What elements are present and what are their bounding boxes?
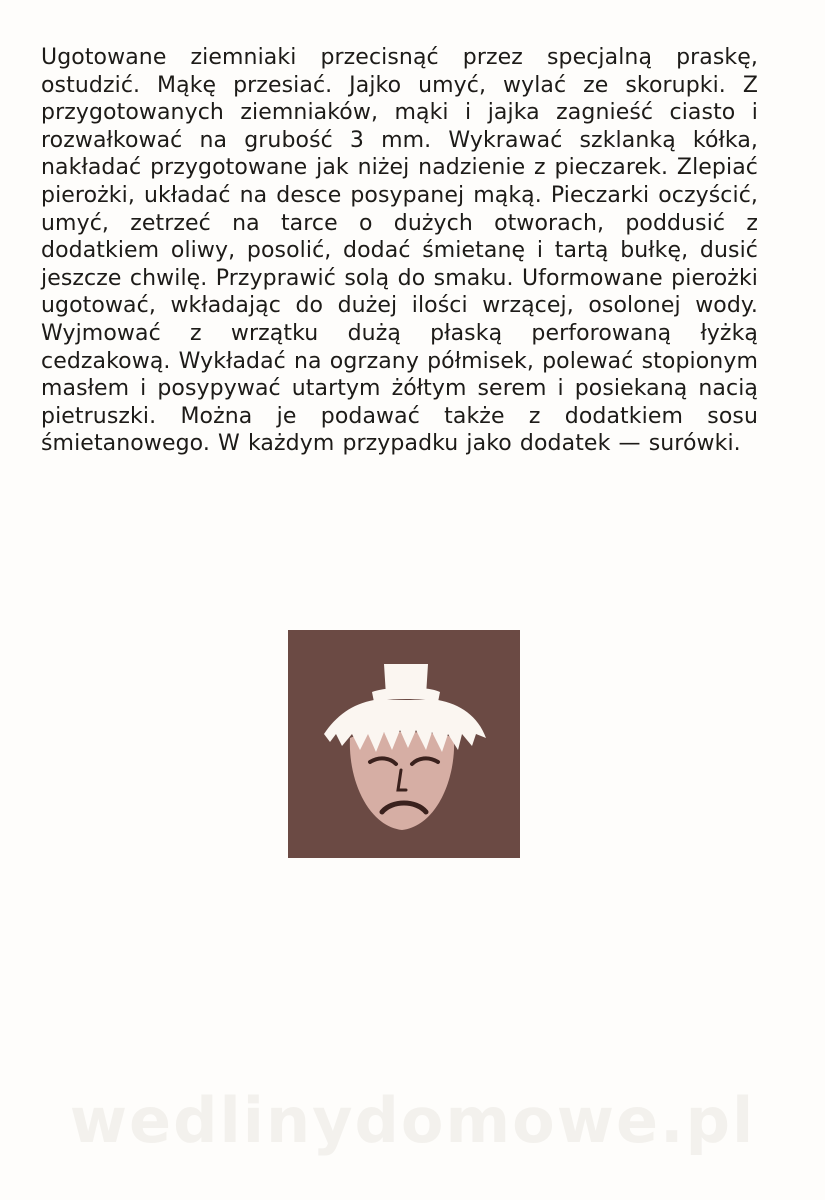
watermark: wedlinydomowe.pl [69,1084,756,1157]
recipe-instructions: Ugotowane ziemniaki przecisnąć przez specjalną praskę, ostudzić. Mąkę przesiać. Jajko umyć, wylać ze skorupki. Z przygotowanych ziemniaków, mąki i jajka zagnieść ciasto i rozwałkować na grubość 3 mm. Wykrawać szklanką kółka, nakładać przygotowane jak niżej nadzienie z pieczarek. Zlepiać pierożki, układać na desce posypanej mąką. Pieczarki oczyścić, umyć, zetrzeć na tarce o dużych otworach, poddusić z dodatkiem oliwy, posolić, dodać śmietanę i tartą bułkę, dusić jeszcze chwilę. Przyprawić solą do smaku. Uformowane pierożki ugotować, wkładając do dużej ilości wrzącej, osolonej wody. Wyjmować z wrzątku dużą płaską perforowaną łyżką cedzakową. Wykładać na ogrzany półmisek, polewać stopionym masłem i posypywać utartym żółtym serem i posiekaną nacią pietruszki. Można je podawać także z dodatkiem sosu śmietanowego. W każdym przypadku jako dodatek — surówki. [41,45,758,457]
chef-illustration [288,630,520,858]
sad-chef-face-icon [288,630,520,858]
